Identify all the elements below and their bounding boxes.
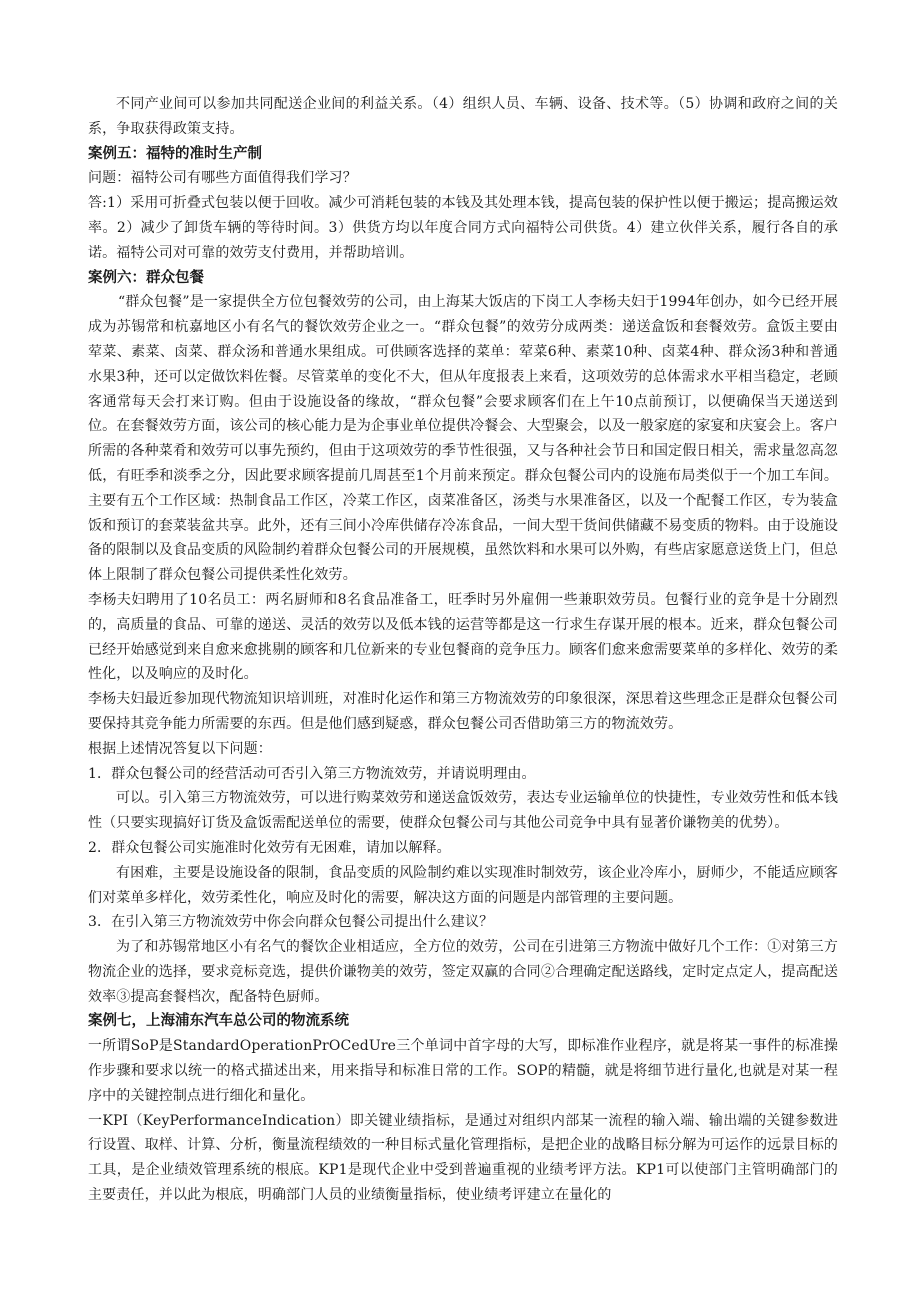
paragraph-staff-competition: 李杨夫妇聘用了10名员工：两名厨师和8名食品准备工，旺季时另外雇佣一些兼职效劳员。包餐行业的竞争是十分剧烈的，高质量的食品、可靠的递送、灵活的效劳以及低本钱的运营等都是这一行求生存谋开展的根本。近来，群众包餐公司已经开始感觉到来自愈来愈挑剔的顾客和几位新来的专业包餐商的竞争压力。顾客们愈来愈需要菜单的多样化、效劳的柔性化，以及响应的及时化。 — [88, 591, 838, 683]
question-three: 3．在引入第三方物流效劳中你会向群众包餐公司提出什么建议？ — [88, 914, 494, 931]
answer-three: 为了和苏锡常地区小有名气的餐饮企业相适应，全方位的效劳，公司在引进第三方物流中做好几个工作：①对第三方物流企业的选择，要求竞标竞选，提供价谦物美的效劳，签定双赢的合同②合理确定配送路线，定时定点定人，提高配送效率③提高套餐档次，配备特色厨师。 — [88, 939, 838, 1005]
paragraph-catering-intro: “群众包餐”是一家提供全方位包餐效劳的公司，由上海某大饭店的下岗工人李杨夫妇于1994年创办，如今已经开展成为苏锡常和杭嘉地区小有名气的餐饮效劳企业之一。“群众包餐”的效劳分成两类：递送盒饭和套餐效劳。盒饭主要由荤菜、素菜、卤菜、群众汤和普通水果组成。可供顾客选择的菜单：荤菜6种、素菜10种、卤菜4种、群众汤3种和普通水果3种，还可以定做饮料佐餐。尽管菜单的变化不大，但从年度报表上来看，这项效劳的总体需求水平相当稳定，老顾客通常每天会打来订购。但由于设施设备的缘故，“群众包餐”会要求顾客们在上午10点前预订，以便确保当天递送到位。在套餐效劳方面，该公司的核心能力是为企事业单位提供冷餐会、大型聚会，以及一般家庭的家宴和庆宴会上。客户所需的各种菜肴和效劳可以事先预约，但由于这项效劳的季节性很强，又与各种社会节日和国定假日相关，需求量忽高忽低，有旺季和淡季之分，因此要求顾客提前几周甚至1个月前来预定。群众包餐公司内的设施布局类似于一个加工车间。主要有五个工作区域：热制食品工作区，冷菜工作区，卤菜准备区，汤类与水果准备区，以及一个配餐工作区，专为装盒饭和预订的套菜装盆共享。此外，还有三间小冷库供储存冷冻食品，一间大型干货间供储藏不易变质的物料。由于设施设备的限制以及食品变质的风险制约着群众包餐公司的开展规模，虽然饮料和水果可以外购，有些店家愿意送货上门，但总体上限制了群众包餐公司提供柔性化效劳。 — [88, 294, 838, 584]
question-one: 1．群众包餐公司的经营活动可否引入第三方物流效劳，并请说明理由。 — [88, 765, 536, 782]
heading-case-seven: 案例七，上海浦东汽车总公司的物流系统 — [88, 1013, 349, 1030]
paragraph-sop-definition: 一所谓SoP是StandardOperationPrOCedUre三个单词中首字母的大写，即标准作业程序，就是将某一事件的标准操作步骤和要求以统一的格式描述出来，用来指导和标准日常的工作。SOP的精髓，就是将细节进行量化,也就是对某一程序中的关键控制点进行细化和量化。 — [88, 1038, 838, 1104]
paragraph-cooperation-benefits: 不同产业间可以参加共同配送企业间的利益关系。（4）组织人员、车辆、设备、技术等。（5）协调和政府之间的关系，争取获得政策支持。 — [88, 96, 838, 137]
paragraph-answer-ford: 答:1）采用可折叠式包装以便于回收。减少可消耗包装的本钱及其处理本钱，提高包装的保护性以便于搬运；提高搬运效率。2）减少了卸货车辆的等待时间。3）供货方均以年度合同方式向福特公司供货。4）建立伙伴关系，履行各自的承诺。福特公司对可靠的效劳支付费用，并帮助培训。 — [88, 195, 838, 261]
paragraph-questions-intro: 根据上述情况答复以下问题： — [88, 740, 272, 757]
answer-one: 可以。引入第三方物流效劳，可以进行购菜效劳和递送盒饭效劳，表达专业运输单位的快捷性，专业效劳性和低本钱性（只要实现搞好订货及盒饭需配送单位的需要，使群众包餐公司与其他公司竞争中具有显著价谦物美的优势）。 — [88, 790, 838, 832]
paragraph-kpi-definition: 一KPI（KeyPerformanceIndication）即关键业绩指标，是通过对组织内部某一流程的输入端、输出端的关键参数进行设置、取样、计算、分析，衡量流程绩效的一种目标式量化管理指标，是把企业的战略目标分解为可运作的远景目标的工具，是企业绩效管理系统的根底。KP1是现代企业中受到普遍重视的业绩考评方法。KP1可以使部门主管明确部门的主要责任，并以此为根底，明确部门人员的业绩衡量指标，使业绩考评建立在量化的 — [88, 1112, 838, 1204]
paragraph-training: 李杨夫妇最近参加现代物流知识培训班，对准时化运作和第三方物流效劳的印象很深，深思着这些理念正是群众包餐公司要保持其竞争能力所需要的东西。但是他们感到疑惑，群众包餐公司否借助第三方的物流效劳。 — [88, 691, 838, 732]
question-two: 2．群众包餐公司实施准时化效劳有无困难，请加以解释。 — [88, 839, 451, 856]
heading-case-five: 案例五：福特的准时生产制 — [88, 145, 262, 162]
paragraph-question-ford: 问题：福特公司有哪些方面值得我们学习？ — [88, 170, 357, 187]
heading-case-six: 案例六：群众包餐 — [88, 269, 204, 286]
answer-two: 有困难，主要是设施设备的限制，食品变质的风险制约难以实现准时制效劳，该企业冷库小，厨师少，不能适应顾客们对菜单多样化，效劳柔性化，响应及时化的需要，解决这方面的问题是内部管理的主要问题。 — [88, 864, 838, 906]
